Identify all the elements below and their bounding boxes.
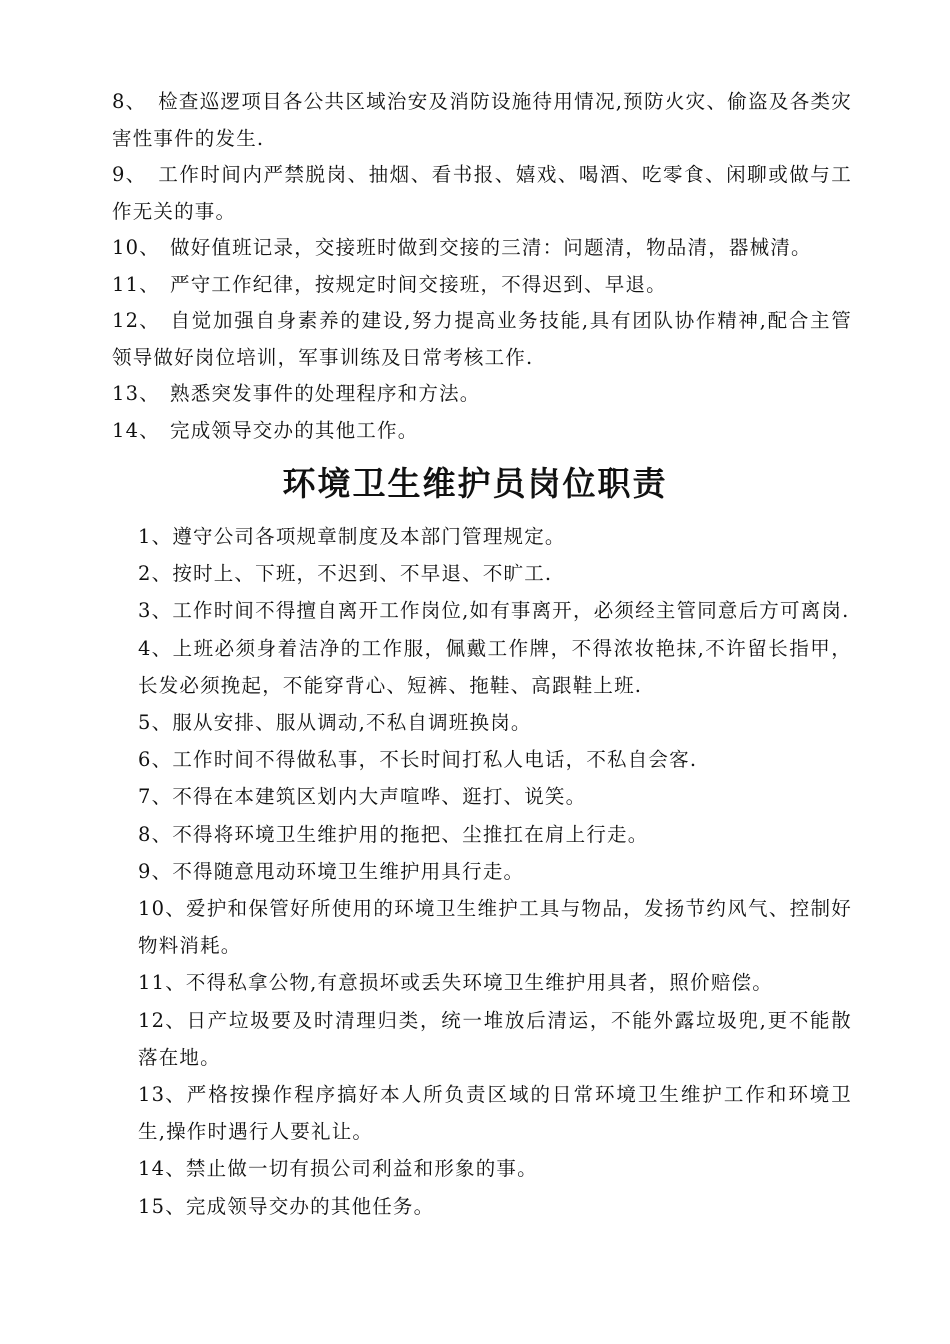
item-text: 严格按操作程序搞好本人所负责区域的日常环境卫生维护工作和环境卫生,操作时遇行人要礼让。 <box>138 1083 852 1144</box>
item-number: 9、 <box>138 859 173 883</box>
list-item <box>112 84 852 157</box>
list-item <box>138 1002 852 1076</box>
list-item <box>138 853 852 890</box>
item-number: 4、 <box>138 636 173 660</box>
item-number: 6、 <box>138 748 173 772</box>
list-item <box>112 267 852 304</box>
item-text: 工作时间内严禁脱岗、抽烟、看书报、嬉戏、喝酒、吃零食、闲聊或做与工作无关的事。 <box>112 163 852 223</box>
list-item <box>138 592 852 629</box>
item-number: 11、 <box>138 971 186 995</box>
item-number: 10、 <box>138 897 186 921</box>
list-item <box>138 518 852 555</box>
list-item <box>112 376 852 413</box>
item-text: 不得随意甩动环境卫生维护用具行走。 <box>172 859 525 883</box>
item-text: 不得私拿公物,有意损坏或丢失环境卫生维护用具者，照价赔偿。 <box>185 971 773 995</box>
item-text: 工作时间不得做私事，不长时间打私人电话，不私自会客. <box>172 748 698 772</box>
list-item <box>112 230 852 267</box>
item-number: 7、 <box>138 785 173 809</box>
list-item <box>138 741 852 778</box>
item-text: 检查巡逻项目各公共区域治安及消防设施待用情况,预防火灾、偷盗及各类灾害性事件的发生. <box>112 90 852 150</box>
item-text: 日产垃圾要及时清理归类，统一堆放后清运，不能外露垃圾兜,更不能散落在地。 <box>138 1008 852 1069</box>
list-item <box>138 1076 852 1150</box>
item-text: 不得在本建筑区划内大声喧哗、逛打、说笑。 <box>172 785 587 809</box>
list-item <box>138 816 852 853</box>
list-item <box>138 964 852 1001</box>
item-number: 14、 <box>112 418 160 442</box>
item-text: 工作时间不得擅自离开工作岗位,如有事离开，必须经主管同意后方可离岗. <box>172 599 850 623</box>
list-item <box>138 555 852 592</box>
duty-list <box>138 518 852 1225</box>
item-number: 13、 <box>138 1083 186 1107</box>
item-text: 上班必须身着洁净的工作服，佩戴工作牌，不得浓妆艳抹,不许留长指甲，长发必须挽起，不能穿背心、短裤、拖鞋、高跟鞋上班. <box>138 636 852 697</box>
list-item <box>138 704 852 741</box>
list-item <box>112 413 852 450</box>
item-text: 遵守公司各项规章制度及本部门管理规定。 <box>172 525 566 548</box>
item-number: 13、 <box>112 382 160 405</box>
item-text: 不得将环境卫生维护用的拖把、尘推扛在肩上行走。 <box>172 822 649 846</box>
item-text: 自觉加强自身素养的建设,努力提高业务技能,具有团队协作精神,配合主管领导做好岗位培训，军事训练及日常考核工作. <box>112 309 852 369</box>
item-text: 服从安排、服从调动,不私自调班换岗。 <box>172 711 532 735</box>
item-text: 按时上、下班，不迟到、不早退、不旷工. <box>172 562 553 586</box>
item-number: 2、 <box>138 562 173 586</box>
item-number: 8、 <box>138 822 173 846</box>
item-text: 严守工作纪律，按规定时间交接班，不得迟到、早退。 <box>170 272 667 296</box>
item-number: 3、 <box>138 599 173 623</box>
list-item <box>138 1150 852 1187</box>
list-item <box>112 303 852 376</box>
item-number: 14、 <box>138 1157 186 1181</box>
item-number: 8、 <box>112 90 147 113</box>
item-text: 禁止做一切有损公司利益和形象的事。 <box>185 1157 538 1181</box>
item-number: 11、 <box>112 272 160 296</box>
item-number: 1、 <box>138 525 173 548</box>
item-text: 爱护和保管好所使用的环境卫生维护工具与物品，发扬节约风气、控制好物料消耗。 <box>138 897 852 958</box>
list-item <box>138 630 852 704</box>
item-number: 12、 <box>112 309 160 332</box>
item-text: 完成领导交办的其他工作。 <box>170 418 419 442</box>
list-item <box>112 157 852 230</box>
item-text: 熟悉突发事件的处理程序和方法。 <box>170 382 481 405</box>
item-text: 做好值班记录，交接班时做到交接的三清：问题清，物品清，器械清。 <box>170 236 812 259</box>
item-number: 5、 <box>138 711 173 735</box>
duty-list-continued <box>112 84 852 449</box>
list-item <box>138 1188 852 1225</box>
item-number: 12、 <box>138 1008 186 1032</box>
item-number: 15、 <box>138 1194 186 1218</box>
list-item <box>138 778 852 815</box>
section-title: 环境卫生维护员岗位职责 <box>282 464 668 503</box>
item-number: 10、 <box>112 236 160 259</box>
item-number: 9、 <box>112 163 147 186</box>
item-text: 完成领导交办的其他任务。 <box>185 1194 435 1218</box>
list-item <box>138 890 852 964</box>
